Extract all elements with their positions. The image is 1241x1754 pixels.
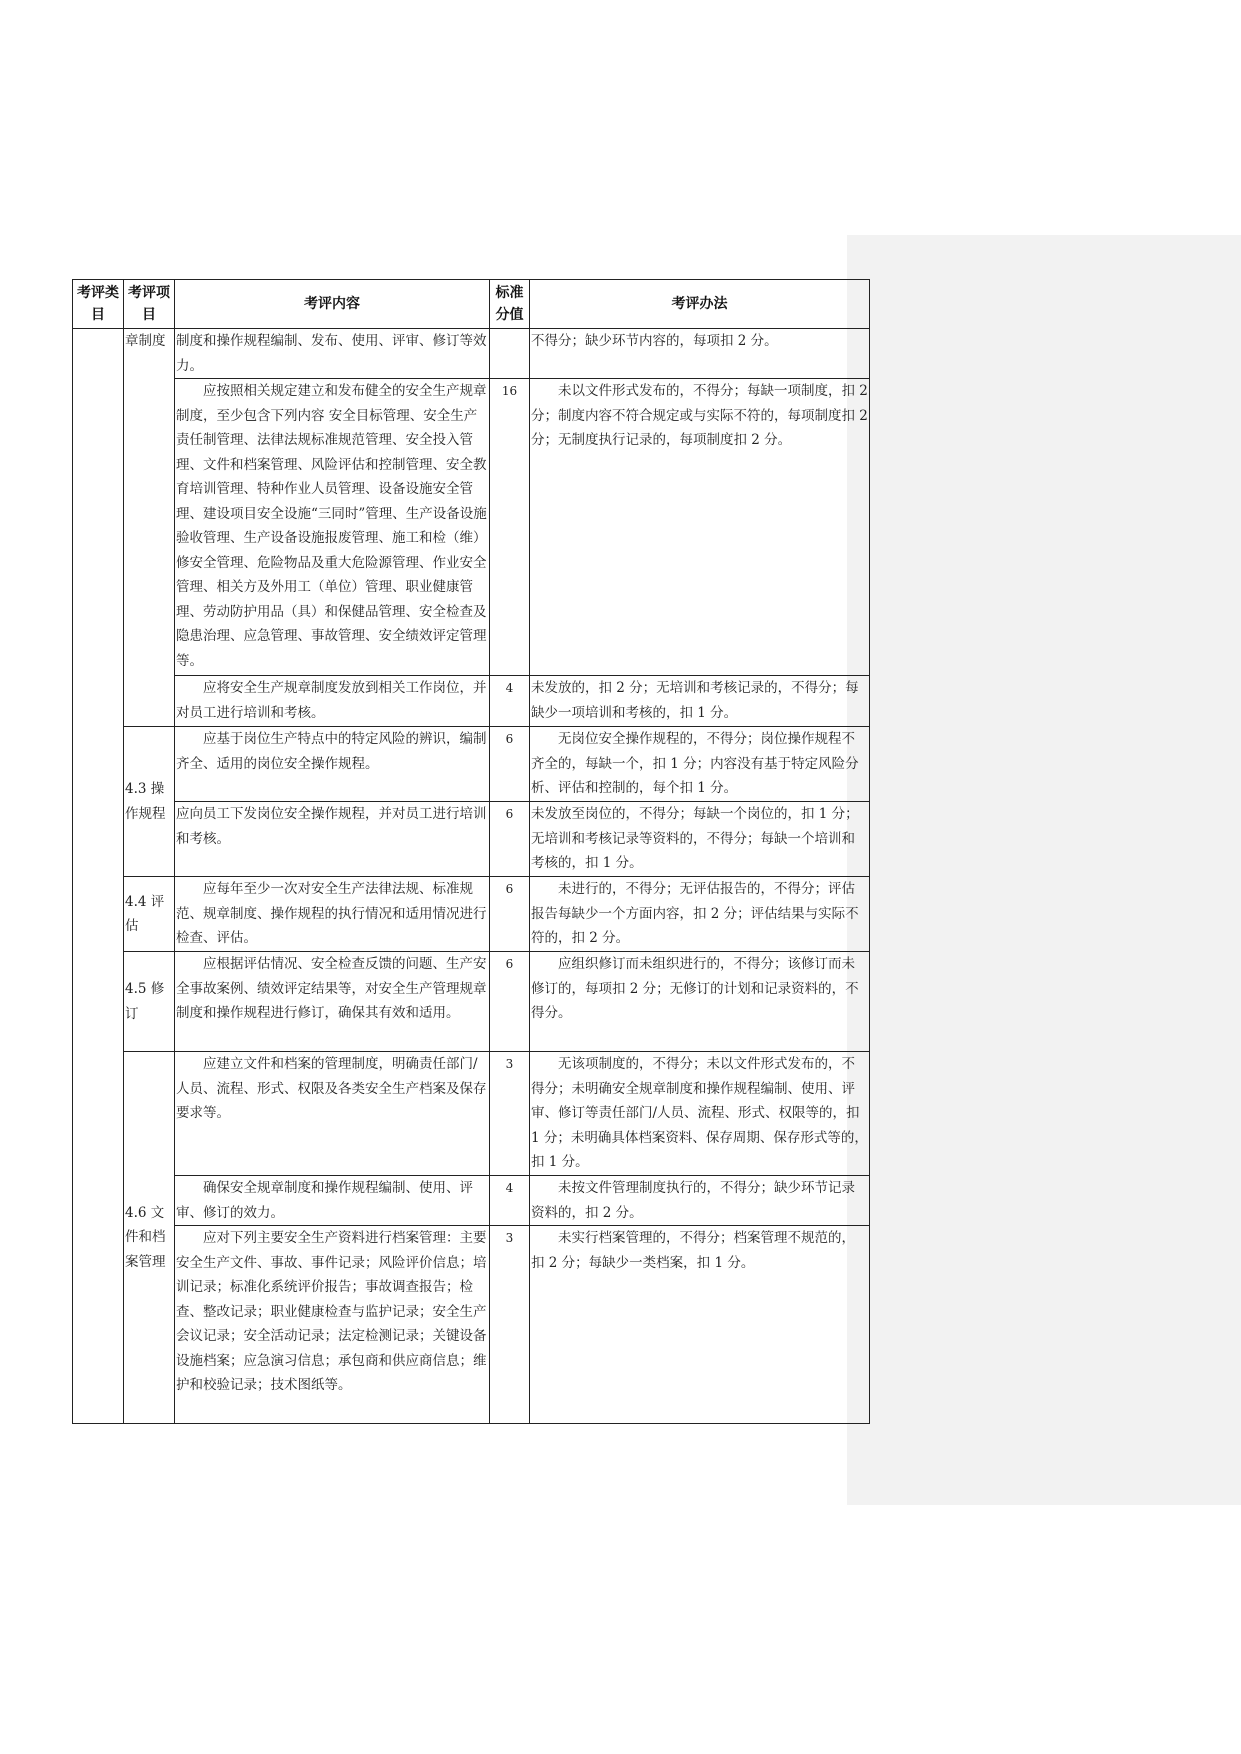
method-cell: 未实行档案管理的，不得分；档案管理不规范的，扣 2 分；每缺少一类档案，扣 1 分。 — [530, 1226, 870, 1424]
content-cell: 应对下列主要安全生产资料进行档案管理：主要安全生产文件、事故、事件记录；风险评价信息；培训记录；标准化系统评价报告；事故调查报告；检查、整改记录；职业健康检查与监护记录；安全生产会议记录；安全活动记录；法定检测记录；关键设备设施档案；应急演习信息；承包商和供应商信息；维护和校验记录；技术图纸等。 — [175, 1226, 490, 1424]
score-cell: 4 — [490, 676, 530, 727]
content-cell: 应向员工下发岗位安全操作规程，并对员工进行培训和考核。 — [175, 802, 490, 877]
item-cell-rules: 章制度 — [124, 329, 175, 727]
score-cell: 3 — [490, 1226, 530, 1424]
method-cell: 无该项制度的，不得分；未以文件形式发布的，不得分；未明确安全规章制度和操作规程编制、使用、评审、修订等责任部门/人员、流程、形式、权限等的，扣 1 分；未明确具体档案资料、保存周期、保存形式等的，扣 1 分。 — [530, 1052, 870, 1176]
content-cell: 应按照相关规定建立和发布健全的安全生产规章制度，至少包含下列内容 安全目标管理、安全生产责任制管理、法律法规标准规范管理、安全投入管理、文件和档案管理、风险评估和控制管理、安全教育培训管理、特种作业人员管理、设备设施安全管理、建设项目安全设施“三同时”管理、生产设备设施验收管理、生产设备设施报废管理、施工和检（维）修安全管理、危险物品及重大危险源管理、作业安全管理、相关方及外用工（单位）管理、职业健康管理、劳动防护用品（具）和保健品管理、安全检查及隐患治理、应急管理、事故管理、安全绩效评定管理等。 — [175, 379, 490, 676]
score-cell: 16 — [490, 379, 530, 676]
score-cell: 6 — [490, 877, 530, 952]
table-row — [73, 727, 870, 802]
content-cell: 应根据评估情况、安全检查反馈的问题、生产安全事故案例、绩效评定结果等，对安全生产管理规章制度和操作规程进行修订，确保其有效和适用。 — [175, 952, 490, 1052]
method-cell: 未进行的，不得分；无评估报告的，不得分；评估报告每缺少一个方面内容，扣 2 分；评估结果与实际不符的，扣 2 分。 — [530, 877, 870, 952]
item-cell-operation-rules: 4.3 操作规程 — [124, 727, 175, 877]
table-row — [73, 379, 870, 676]
method-cell: 无岗位安全操作规程的，不得分；岗位操作规程不齐全的，每缺一个，扣 1 分；内容没有基于特定风险分析、评估和控制的，每个扣 1 分。 — [530, 727, 870, 802]
method-cell: 不得分；缺少环节内容的，每项扣 2 分。 — [530, 329, 870, 379]
header-category: 考评类目 — [73, 280, 124, 329]
score-cell: 3 — [490, 1052, 530, 1176]
table-row — [73, 952, 870, 1052]
content-cell: 应每年至少一次对安全生产法律法规、标准规范、规章制度、操作规程的执行情况和适用情况进行检查、评估。 — [175, 877, 490, 952]
comment-margin-panel — [847, 235, 1241, 1505]
content-cell: 应建立文件和档案的管理制度，明确责任部门/人员、流程、形式、权限及各类安全生产档案及保存要求等。 — [175, 1052, 490, 1176]
table-row — [73, 329, 870, 379]
header-content: 考评内容 — [175, 280, 490, 329]
score-cell: 4 — [490, 1176, 530, 1226]
table-header-row — [73, 280, 870, 329]
score-cell: 6 — [490, 727, 530, 802]
score-cell — [490, 329, 530, 379]
table-row — [73, 1052, 870, 1176]
item-cell-documents-archives: 4.6 文件和档案管理 — [124, 1052, 175, 1424]
score-cell: 6 — [490, 952, 530, 1052]
category-cell — [73, 329, 124, 1424]
header-item: 考评项目 — [124, 280, 175, 329]
method-cell: 未按文件管理制度执行的，不得分；缺少环节记录资料的，扣 2 分。 — [530, 1176, 870, 1226]
content-cell: 确保安全规章制度和操作规程编制、使用、评审、修订的效力。 — [175, 1176, 490, 1226]
header-score: 标准分值 — [490, 280, 530, 329]
table-row — [73, 877, 870, 952]
table-row — [73, 1226, 870, 1424]
content-cell: 应将安全生产规章制度发放到相关工作岗位，并对员工进行培训和考核。 — [175, 676, 490, 727]
content-cell: 制度和操作规程编制、发布、使用、评审、修订等效力。 — [175, 329, 490, 379]
table-row — [73, 676, 870, 727]
score-cell: 6 — [490, 802, 530, 877]
method-cell: 未以文件形式发布的，不得分；每缺一项制度，扣 2 分；制度内容不符合规定或与实际不符的，每项制度扣 2 分；无制度执行记录的，每项制度扣 2 分。 — [530, 379, 870, 676]
method-cell: 未发放至岗位的，不得分；每缺一个岗位的，扣 1 分；无培训和考核记录等资料的，不得分；每缺一个培训和考核的，扣 1 分。 — [530, 802, 870, 877]
table-row — [73, 1176, 870, 1226]
content-cell: 应基于岗位生产特点中的特定风险的辨识，编制齐全、适用的岗位安全操作规程。 — [175, 727, 490, 802]
header-method: 考评办法 — [530, 280, 870, 329]
assessment-table — [72, 279, 870, 1424]
item-cell-revision: 4.5 修订 — [124, 952, 175, 1052]
table-row — [73, 802, 870, 877]
item-cell-assessment: 4.4 评估 — [124, 877, 175, 952]
method-cell: 未发放的，扣 2 分；无培训和考核记录的，不得分；每缺少一项培训和考核的，扣 1 分。 — [530, 676, 870, 727]
method-cell: 应组织修订而未组织进行的，不得分；该修订而未修订的，每项扣 2 分；无修订的计划和记录资料的，不得分。 — [530, 952, 870, 1052]
